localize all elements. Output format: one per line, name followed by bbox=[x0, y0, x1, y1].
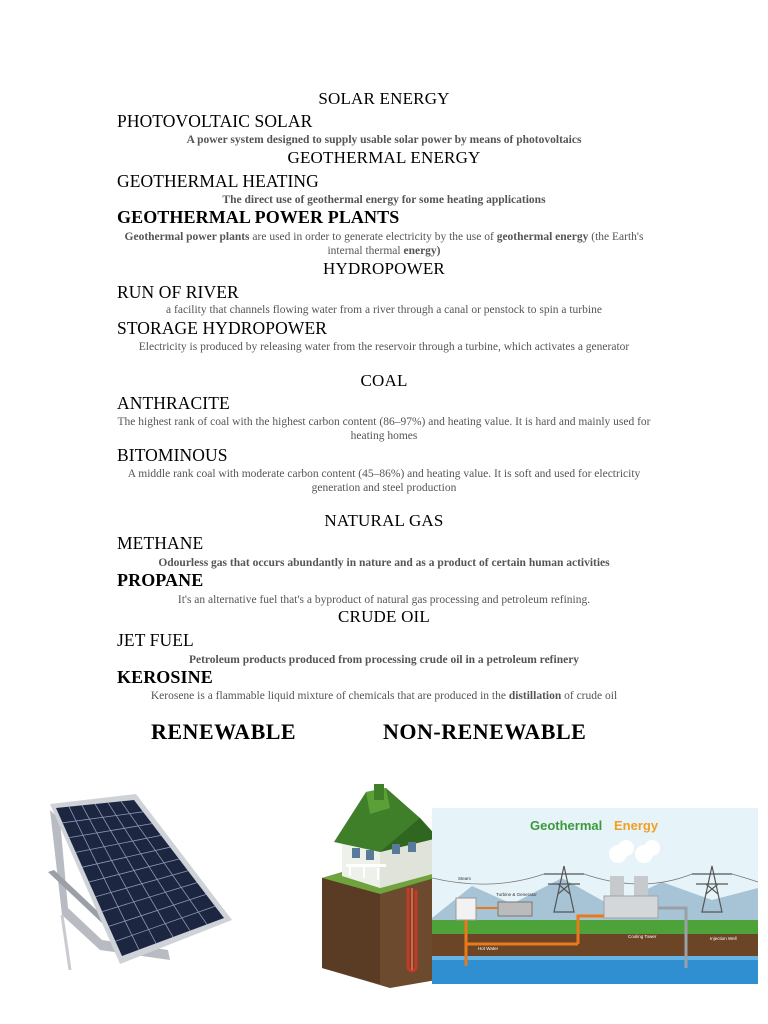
diagram-cooling-label: Cooling Tower bbox=[628, 934, 657, 939]
plants-desc-part-5: energy) bbox=[403, 245, 441, 257]
kerosine-desc bbox=[114, 689, 654, 703]
geothermal-diagram-graphic bbox=[432, 808, 758, 984]
natural-gas-heading: NATURAL GAS bbox=[324, 511, 444, 530]
geothermal-power-plants-title: GEOTHERMAL POWER PLANTS bbox=[117, 207, 400, 227]
geothermal-diagram bbox=[432, 808, 758, 984]
crude-oil-heading: CRUDE OIL bbox=[338, 607, 430, 626]
run-of-river-desc: a facility that channels flowing water from a river through a canal or penstock to spin a turbine bbox=[166, 304, 602, 316]
methane-title: METHANE bbox=[117, 533, 204, 553]
diagram-title-1: Geothermal bbox=[530, 818, 603, 833]
bitominous-title: BITOMINOUS bbox=[117, 445, 228, 465]
house-graphic bbox=[320, 778, 450, 988]
jet-fuel-title: JET FUEL bbox=[117, 630, 194, 650]
anthracite-desc: The highest rank of coal with the highest carbon content (86–97%) and heating value. It is hard and mainly used for heating homes bbox=[117, 416, 651, 442]
kerosine-desc-part-1: Kerosene is a flammable liquid mixture of chemicals that are produced in the bbox=[150, 690, 509, 702]
kerosine-desc-part-3: of crude oil bbox=[561, 690, 618, 702]
solar-panel-image bbox=[40, 790, 240, 970]
geothermal-heating-title: GEOTHERMAL HEATING bbox=[117, 171, 319, 191]
diagram-steam-label: Steam bbox=[458, 876, 472, 881]
plants-desc-part-3: geothermal energy bbox=[496, 231, 589, 243]
kerosine-desc-part-2: distillation bbox=[508, 690, 562, 702]
photovoltaic-solar-title: PHOTOVOLTAIC SOLAR bbox=[117, 111, 313, 131]
geothermal-house-image bbox=[320, 778, 450, 988]
non-renewable-label: NON-RENEWABLE bbox=[383, 719, 587, 744]
hydropower-heading: HYDROPOWER bbox=[323, 259, 445, 278]
geothermal-energy-heading: GEOTHERMAL ENERGY bbox=[287, 148, 481, 167]
plants-desc-part-1: Geothermal power plants bbox=[124, 231, 250, 243]
photovoltaic-solar-desc: A power system designed to supply usable solar power by means of photovoltaics bbox=[186, 134, 582, 146]
propane-desc: It's an alternative fuel that's a byproduct of natural gas processing and petroleum refining. bbox=[177, 594, 591, 606]
diagram-turbine-label: Turbine & Generator bbox=[496, 892, 537, 897]
kerosine-title: KEROSINE bbox=[117, 667, 213, 687]
plants-desc-part-4: (the Earth's internal thermal bbox=[327, 231, 644, 257]
diagram-title-2: Energy bbox=[614, 818, 659, 833]
plants-desc-part-2: are used in order to generate electricity by the use of bbox=[249, 231, 497, 243]
diagram-injection-label: Injection Well bbox=[710, 936, 737, 941]
run-of-river-title: RUN OF RIVER bbox=[117, 282, 239, 302]
bitominous-desc: A middle rank coal with moderate carbon content (45–86%) and heating value. It is soft and used for electricity generation and steel production bbox=[127, 468, 641, 494]
solar-panel-graphic bbox=[40, 790, 240, 970]
solar-energy-heading: SOLAR ENERGY bbox=[318, 89, 450, 108]
anthracite-title: ANTHRACITE bbox=[117, 393, 230, 413]
renewable-label: RENEWABLE bbox=[151, 719, 297, 744]
geothermal-heating-desc: The direct use of geothermal energy for some heating applications bbox=[222, 194, 546, 206]
jet-fuel-desc: Petroleum products produced from processing crude oil in a petroleum refinery bbox=[188, 654, 580, 666]
methane-desc: Odourless gas that occurs abundantly in nature and as a product of certain human activities bbox=[158, 557, 610, 569]
storage-hydropower-title: STORAGE HYDROPOWER bbox=[117, 318, 328, 338]
storage-hydropower-desc: Electricity is produced by releasing water from the reservoir through a turbine, which activates a generator bbox=[138, 341, 630, 353]
diagram-hot-water-label: Hot Water bbox=[478, 946, 499, 951]
coal-heading: COAL bbox=[360, 371, 408, 390]
propane-title: PROPANE bbox=[117, 570, 204, 590]
geothermal-power-plants-desc bbox=[124, 230, 644, 258]
